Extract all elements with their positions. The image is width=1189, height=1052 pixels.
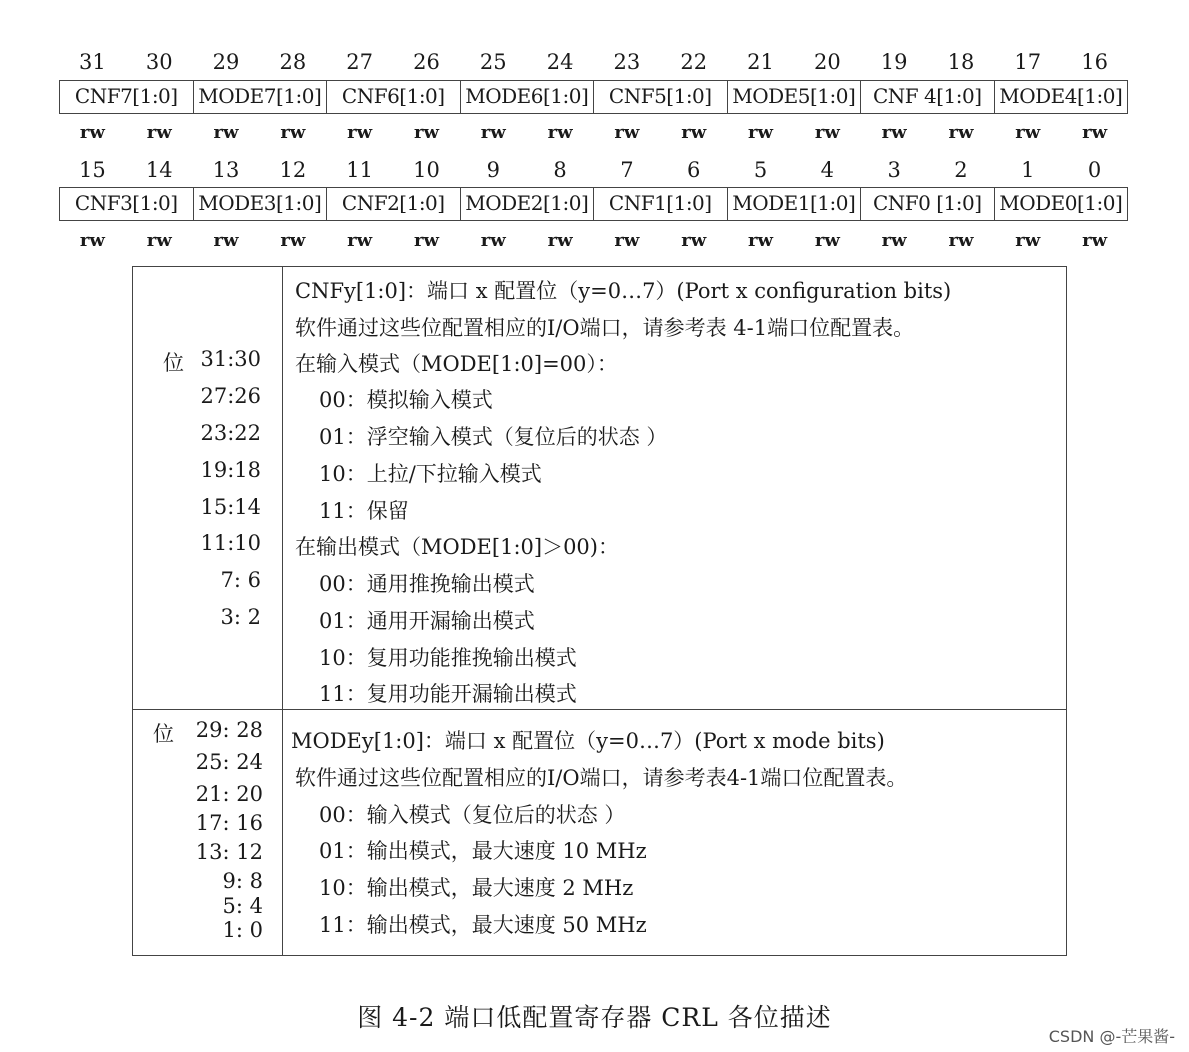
bit-number: 15 (79, 158, 106, 182)
column-divider (282, 267, 283, 955)
bit-number: 3 (887, 158, 901, 182)
cnf-line: 00：通用推挽输出模式 (319, 572, 535, 596)
register-field: MODE7[1:0] (193, 81, 327, 113)
access-label: rw (948, 230, 974, 251)
register-field: CNF 4[1:0] (860, 81, 994, 113)
bit-number: 17 (1014, 50, 1042, 74)
figure-caption: 图 4-2 端口低配置寄存器 CRL 各位描述 (357, 1003, 832, 1032)
mode-bit-range: 13: 12 (195, 840, 263, 864)
cnf-bit-prefix: 位 (163, 351, 184, 375)
bit-number: 2 (954, 158, 968, 182)
register-field: MODE3[1:0] (193, 188, 327, 220)
register-field: MODE0[1:0] (994, 188, 1128, 220)
mode-bit-range: 1: 0 (222, 918, 263, 942)
access-label: rw (547, 230, 573, 251)
access-label: rw (413, 230, 439, 251)
access-label: rw (881, 122, 907, 143)
cnf-line: 11：保留 (319, 499, 409, 523)
cnf-line: 10：上拉/下拉输入模式 (319, 462, 542, 486)
mode-bit-range: 17: 16 (195, 811, 263, 835)
cnf-bit-range: 31:30 (200, 347, 261, 371)
access-label: rw (213, 122, 239, 143)
cnf-bit-range: 19:18 (200, 458, 261, 482)
mode-bit-range: 5: 4 (222, 894, 263, 918)
cnf-title: CNFy[1:0]：端口 x 配置位（y=0…7）(Port x configuration bits) (295, 279, 952, 303)
cnf-line: 10：复用功能推挽输出模式 (319, 646, 577, 670)
bit-number: 11 (346, 158, 374, 182)
register-field: MODE2[1:0] (460, 188, 594, 220)
register-field: CNF1[1:0] (593, 188, 727, 220)
cnf-line: 01：浮空输入模式（复位后的状态 ） (319, 425, 668, 449)
mode-line: 01：输出模式，最大速度 10 MHz (319, 839, 647, 863)
low-bit-numbers (59, 156, 1128, 184)
bit-number: 24 (546, 50, 574, 74)
access-label: rw (814, 230, 840, 251)
access-label: rw (614, 230, 640, 251)
watermark: CSDN @-芒果酱- (1048, 1027, 1175, 1046)
register-field: CNF6[1:0] (326, 81, 460, 113)
low-register-fields (59, 187, 1128, 221)
cnf-line: 在输入模式（MODE[1:0]=00）： (295, 352, 618, 376)
cnf-line: 11：复用功能开漏输出模式 (319, 682, 577, 706)
bit-number: 18 (947, 50, 975, 74)
access-label: rw (480, 122, 506, 143)
mode-bit-range: 29: 28 (195, 718, 263, 742)
access-label: rw (280, 122, 306, 143)
bit-number: 16 (1081, 50, 1108, 74)
high-bit-numbers (59, 48, 1128, 76)
bit-number: 27 (346, 50, 374, 74)
bit-number: 0 (1087, 158, 1102, 182)
access-label: rw (814, 122, 840, 143)
cnf-bit-range: 15:14 (200, 495, 261, 519)
mode-line: 软件通过这些位配置相应的I/O端口，请参考表4-1端口位配置表。 (295, 766, 908, 790)
bit-number: 5 (753, 158, 768, 182)
cnf-bit-range: 27:26 (200, 384, 261, 408)
bit-number: 1 (1021, 158, 1035, 182)
access-label: rw (748, 230, 774, 251)
bit-number: 29 (212, 50, 240, 74)
bit-number: 22 (680, 50, 708, 74)
register-field: CNF3[1:0] (74, 191, 178, 215)
bit-number: 13 (212, 158, 240, 182)
bit-number: 25 (479, 50, 507, 74)
cnf-line: 00：模拟输入模式 (319, 388, 493, 412)
bit-number: 9 (486, 158, 500, 182)
access-label: rw (213, 230, 239, 251)
bit-number: 26 (413, 50, 440, 74)
bit-number: 10 (413, 158, 440, 182)
register-field: MODE1[1:0] (727, 188, 861, 220)
mode-bit-range: 9: 8 (222, 869, 263, 893)
bit-number: 7 (620, 158, 634, 182)
bit-number: 31 (79, 50, 106, 74)
access-label: rw (1082, 230, 1108, 251)
access-label: rw (1015, 122, 1041, 143)
cnf-bit-range: 3: 2 (220, 605, 261, 629)
access-label: rw (146, 230, 172, 251)
bit-number: 14 (145, 158, 173, 182)
register-field: MODE4[1:0] (994, 81, 1128, 113)
mode-line: 11：输出模式，最大速度 50 MHz (319, 913, 647, 937)
bit-number: 20 (813, 50, 841, 74)
access-label: rw (79, 122, 105, 143)
bit-number: 12 (279, 158, 307, 182)
register-field: CNF0 [1:0] (860, 188, 994, 220)
mode-line: 10：输出模式，最大速度 2 MHz (319, 876, 634, 900)
access-label: rw (280, 230, 306, 251)
access-label: rw (413, 122, 439, 143)
access-label: rw (681, 230, 707, 251)
mode-title: MODEy[1:0]：端口 x 配置位（y=0…7）(Port x mode bits) (291, 729, 885, 753)
cnf-bit-range: 11:10 (200, 531, 261, 555)
high-access-row (59, 120, 1128, 146)
cnf-bit-range: 7: 6 (220, 568, 261, 592)
cnf-line: 01：通用开漏输出模式 (319, 609, 535, 633)
access-label: rw (614, 122, 640, 143)
register-field: CNF5[1:0] (593, 81, 727, 113)
bit-number: 23 (613, 50, 641, 74)
register-field: MODE5[1:0] (727, 81, 861, 113)
low-access-row (59, 228, 1128, 254)
bit-number: 21 (747, 50, 774, 74)
access-label: rw (146, 122, 172, 143)
high-register-fields (59, 80, 1128, 114)
row-divider (133, 709, 1066, 710)
bit-description-table (132, 266, 1067, 956)
bit-number: 6 (687, 158, 701, 182)
access-label: rw (547, 122, 573, 143)
access-label: rw (347, 122, 373, 143)
cnf-bit-range: 23:22 (200, 421, 261, 445)
bit-number: 28 (279, 50, 307, 74)
access-label: rw (748, 122, 774, 143)
bit-number: 30 (145, 50, 173, 74)
register-field: CNF2[1:0] (326, 188, 460, 220)
bit-number: 4 (820, 158, 835, 182)
register-field: CNF7[1:0] (74, 84, 178, 108)
access-label: rw (881, 230, 907, 251)
access-label: rw (1082, 122, 1108, 143)
access-label: rw (347, 230, 373, 251)
cnf-line: 在输出模式（MODE[1:0]＞00)： (295, 535, 619, 559)
mode-bit-range: 25: 24 (195, 750, 263, 774)
mode-bit-prefix: 位 (153, 722, 174, 746)
bit-number: 19 (880, 50, 908, 74)
access-label: rw (480, 230, 506, 251)
bit-number: 8 (553, 158, 567, 182)
cnf-line: 软件通过这些位配置相应的I/O端口，请参考表 4-1端口位配置表。 (295, 316, 915, 340)
register-field: MODE6[1:0] (460, 81, 594, 113)
access-label: rw (948, 122, 974, 143)
access-label: rw (681, 122, 707, 143)
access-label: rw (79, 230, 105, 251)
access-label: rw (1015, 230, 1041, 251)
mode-bit-range: 21: 20 (195, 782, 263, 806)
mode-line: 00：输入模式（复位后的状态 ） (319, 803, 626, 827)
